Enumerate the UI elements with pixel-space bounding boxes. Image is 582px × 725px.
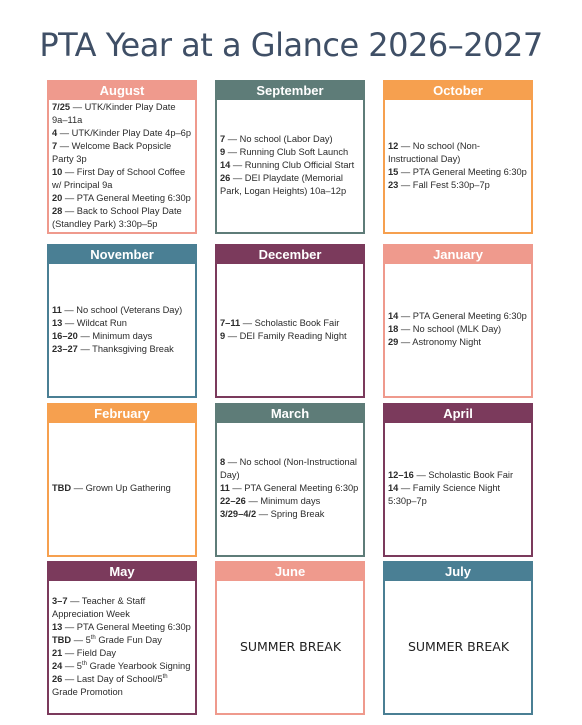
- month-header: February: [48, 404, 196, 423]
- event-item: [52, 647, 193, 660]
- event-text: — PTA General Meeting 6:30p: [62, 621, 191, 632]
- event-item: [220, 508, 361, 521]
- event-item: [220, 330, 361, 343]
- event-text: — 5: [62, 660, 82, 671]
- event-date: 14: [220, 160, 231, 170]
- event-item: [220, 317, 361, 330]
- event-text: — Astronomy Night: [398, 337, 482, 347]
- event-item: [388, 140, 529, 166]
- event-text-continued: Grade Yearbook Signing: [87, 660, 191, 671]
- event-text: — PTA General Meeting 6:30p: [398, 311, 527, 321]
- event-text: — PTA General Meeting 6:30p: [229, 483, 359, 493]
- event-item: [388, 482, 529, 508]
- month-events: [388, 265, 529, 394]
- event-date: 3–7: [52, 595, 68, 606]
- event-item: [220, 146, 361, 159]
- ordinal-suffix: th: [81, 660, 87, 667]
- event-date: 22–26: [220, 496, 246, 506]
- month-events: [388, 101, 529, 230]
- month-events: [220, 101, 361, 230]
- event-text: — Thanksgiving Break: [77, 343, 174, 354]
- event-date: 21: [52, 647, 63, 658]
- event-text: — Grown Up Gathering: [71, 483, 171, 493]
- month-header: July: [384, 562, 532, 581]
- event-date: 28: [52, 205, 63, 216]
- event-date: 9: [220, 330, 226, 341]
- event-item: [388, 310, 529, 323]
- event-date: 20: [52, 192, 63, 203]
- event-text: — Running Club Soft Launch: [225, 147, 349, 157]
- event-date: 12: [388, 140, 399, 151]
- event-date: 7: [220, 134, 226, 144]
- page-title: PTA Year at a Glance 2026–2027: [39, 26, 543, 64]
- event-text: — Teacher & Staff Appreciation Week: [52, 595, 146, 619]
- event-date: 14: [388, 483, 399, 493]
- month-events: [220, 265, 361, 394]
- event-date: 7: [52, 140, 58, 151]
- month-header: June: [216, 562, 364, 581]
- event-text: — Spring Break: [256, 509, 325, 519]
- event-item: [388, 166, 529, 179]
- event-item: [220, 172, 361, 198]
- month-card-october: [383, 80, 533, 234]
- event-date: 12–16: [388, 470, 414, 480]
- month-card-january: [383, 244, 533, 398]
- event-item: [220, 456, 361, 482]
- event-item: [52, 317, 193, 330]
- event-date: 4: [52, 127, 58, 138]
- summer-break-label: SUMMER BREAK: [239, 639, 342, 654]
- ordinal-suffix: th: [90, 634, 96, 641]
- month-events: [220, 424, 361, 553]
- event-text: — No school (Labor Day): [225, 134, 333, 144]
- event-item: [52, 304, 193, 317]
- event-item: [52, 343, 193, 356]
- month-events: [52, 582, 193, 711]
- event-item: [220, 482, 361, 495]
- event-text: — Family Science Night 5:30p–7p: [388, 483, 501, 506]
- event-text: — DEI Family Reading Night: [225, 330, 347, 341]
- event-item: [388, 469, 529, 482]
- month-card-march: [215, 403, 365, 557]
- event-text: — UTK/Kinder Play Date 9a–11a: [52, 101, 176, 125]
- event-item: [52, 140, 193, 166]
- month-events: [220, 582, 361, 711]
- event-item: [52, 205, 193, 231]
- month-header: November: [48, 245, 196, 264]
- month-header: March: [216, 404, 364, 423]
- event-date: TBD: [52, 634, 72, 645]
- event-date: 3/29–4/2: [220, 509, 257, 519]
- month-header: August: [48, 81, 196, 100]
- event-item: [52, 127, 193, 140]
- event-text: — UTK/Kinder Play Date 4p–6p: [57, 127, 192, 138]
- event-text: — Field Day: [62, 647, 117, 658]
- event-date: 7/25: [52, 101, 71, 112]
- event-text: — First Day of School Coffee w/ Principal 9a: [52, 166, 186, 190]
- event-text: — Scholastic Book Fair: [413, 470, 514, 480]
- event-text: — No school (Non-Instructional Day): [388, 140, 480, 164]
- event-item: [388, 179, 529, 192]
- month-events: [52, 265, 193, 394]
- month-header: October: [384, 81, 532, 100]
- event-date: 23–27: [52, 343, 78, 354]
- event-date: 9: [220, 147, 226, 157]
- month-card-september: [215, 80, 365, 234]
- event-text: — DEI Playdate (Memorial Park, Logan Heights) 10a–12p: [220, 173, 347, 196]
- event-text: — Welcome Back Popsicle Party 3p: [52, 140, 172, 164]
- month-card-june: [215, 561, 365, 715]
- month-card-april: [383, 403, 533, 557]
- event-date: 14: [388, 311, 399, 321]
- event-text: — Wildcat Run: [62, 317, 127, 328]
- event-item: [52, 101, 193, 127]
- month-card-may: [47, 561, 197, 715]
- month-header: January: [384, 245, 532, 264]
- event-item: [52, 634, 193, 647]
- event-item: [220, 133, 361, 146]
- event-text: — Fall Fest 5:30p–7p: [398, 179, 490, 190]
- event-date: 8: [220, 457, 226, 467]
- event-text: — PTA General Meeting 6:30p: [398, 166, 527, 177]
- event-item: [220, 495, 361, 508]
- event-date: 18: [388, 324, 399, 334]
- month-header: December: [216, 245, 364, 264]
- month-card-december: [215, 244, 365, 398]
- month-card-august: [47, 80, 197, 234]
- event-text: — Last Day of School/5: [62, 673, 163, 684]
- summer-break-label: SUMMER BREAK: [407, 639, 510, 654]
- event-item: [52, 673, 193, 699]
- month-events: [388, 582, 529, 711]
- event-item: [52, 482, 193, 495]
- event-text: — No school (Non-Instructional Day): [220, 457, 357, 480]
- event-item: [52, 192, 193, 205]
- event-date: 26: [52, 673, 63, 684]
- event-item: [52, 330, 193, 343]
- month-header: April: [384, 404, 532, 423]
- event-date: 24: [52, 660, 63, 671]
- month-card-july: [383, 561, 533, 715]
- event-date: 16–20: [52, 330, 78, 341]
- event-date: TBD: [52, 483, 72, 493]
- event-item: [52, 166, 193, 192]
- event-text: — No school (Veterans Day): [61, 304, 183, 315]
- event-date: 7–11: [220, 317, 241, 328]
- month-card-november: [47, 244, 197, 398]
- event-text-continued: Grade Promotion: [52, 686, 123, 697]
- event-text: — Running Club Official Start: [230, 160, 355, 170]
- event-item: [52, 595, 193, 621]
- month-header: September: [216, 81, 364, 100]
- event-text: — PTA General Meeting 6:30p: [62, 192, 191, 203]
- month-header: May: [48, 562, 196, 581]
- month-card-february: [47, 403, 197, 557]
- event-text: — No school (MLK Day): [398, 324, 502, 334]
- month-events: [52, 101, 193, 230]
- event-text-continued: Grade Fun Day: [95, 634, 162, 645]
- event-date: 23: [388, 179, 399, 190]
- month-events: [388, 424, 529, 553]
- event-text: — 5: [71, 634, 91, 645]
- event-item: [52, 660, 193, 673]
- event-text: — Minimum days: [245, 496, 321, 506]
- month-events: [52, 424, 193, 553]
- ordinal-suffix: th: [162, 673, 168, 680]
- event-date: 26: [220, 173, 231, 183]
- event-item: [388, 323, 529, 336]
- event-item: [52, 621, 193, 634]
- event-date: 10: [52, 166, 63, 177]
- event-item: [220, 159, 361, 172]
- event-text: — Minimum days: [77, 330, 153, 341]
- event-date: 15: [388, 166, 399, 177]
- event-date: 11: [220, 483, 230, 493]
- event-item: [388, 336, 529, 349]
- event-date: 13: [52, 317, 63, 328]
- event-text: — Scholastic Book Fair: [240, 317, 340, 328]
- event-text: — Back to School Play Date (Standley Park) 3:30p–5p: [52, 205, 182, 229]
- event-date: 13: [52, 621, 63, 632]
- event-date: 29: [388, 337, 399, 347]
- event-date: 11: [52, 304, 62, 315]
